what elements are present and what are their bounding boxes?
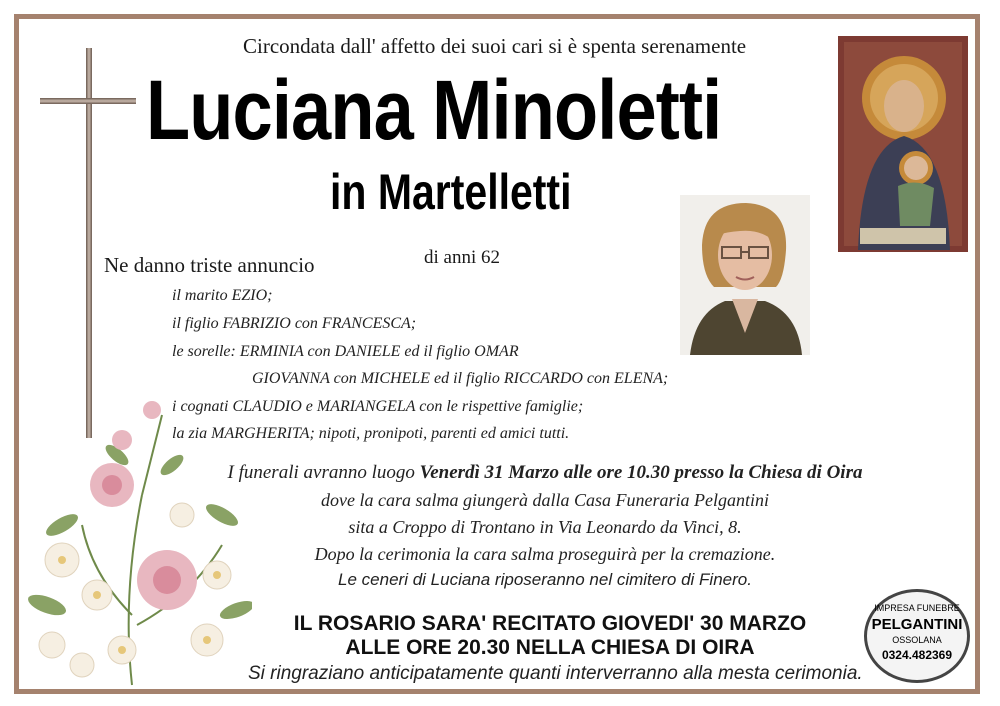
funeral-line: [140, 462, 950, 484]
age-text: di anni 62: [424, 247, 500, 268]
announcement-label: Ne danno triste annuncio: [104, 253, 315, 277]
married-name: in Martelletti: [330, 164, 572, 220]
thanks-text: Si ringraziano anticipatamente quanti interverranno alla mesta cerimonia.: [248, 663, 863, 684]
cross-icon-bar: [40, 98, 136, 104]
rosary-line: ALLE ORE 20.30 NELLA CHIESA DI OIRA: [345, 636, 755, 659]
family-line: il figlio FABRIZIO con FRANCESCA;: [172, 315, 417, 332]
stamp-top: IMPRESA FUNEBRE: [874, 603, 960, 613]
stamp-sub: OSSOLANA: [892, 635, 942, 646]
family-line: le sorelle: ERMINIA con DANIELE ed il figlio OMAR: [172, 343, 519, 360]
madonna-icon: [838, 36, 968, 252]
deceased-photo: [680, 195, 810, 355]
cross-icon: [86, 48, 92, 438]
family-line: il marito EZIO;: [172, 287, 273, 304]
funeral-line: dove la cara salma giungerà dalla Casa Funeraria Pelgantini: [321, 490, 769, 510]
flowers-icon: [22, 395, 252, 690]
family-line: i cognati CLAUDIO e MARIANGELA con le rispettive famiglie;: [172, 398, 584, 415]
deceased-name: Luciana Minoletti: [146, 63, 722, 157]
stamp-phone: 0324.482369: [881, 647, 953, 662]
funeral-lead: I funerali avranno luogo: [227, 462, 420, 483]
stamp-name: PELGANTINI: [871, 616, 963, 634]
funeral-line: sita a Croppo di Trontano in Via Leonardo da Vinci, 8.: [348, 517, 742, 537]
funeral-line: Le ceneri di Luciana riposeranno nel cimitero di Finero.: [338, 570, 752, 589]
funeral-date-place: Venerdì 31 Marzo alle ore 10.30 presso la Chiesa di Oira: [419, 462, 863, 483]
family-line: GIOVANNA con MICHELE ed il figlio RICCARDO con ELENA;: [252, 370, 669, 387]
funeral-home-logo: [864, 589, 970, 683]
family-line: la zia MARGHERITA; nipoti, pronipoti, parenti ed amici tutti.: [172, 425, 570, 442]
funeral-line: Dopo la cerimonia la cara salma proseguirà per la cremazione.: [314, 544, 776, 564]
rosary-line: IL ROSARIO SARA' RECITATO GIOVEDI' 30 MARZO: [293, 612, 807, 635]
intro-text: Circondata dall' affetto dei suoi cari si è spenta serenamente: [243, 34, 747, 58]
